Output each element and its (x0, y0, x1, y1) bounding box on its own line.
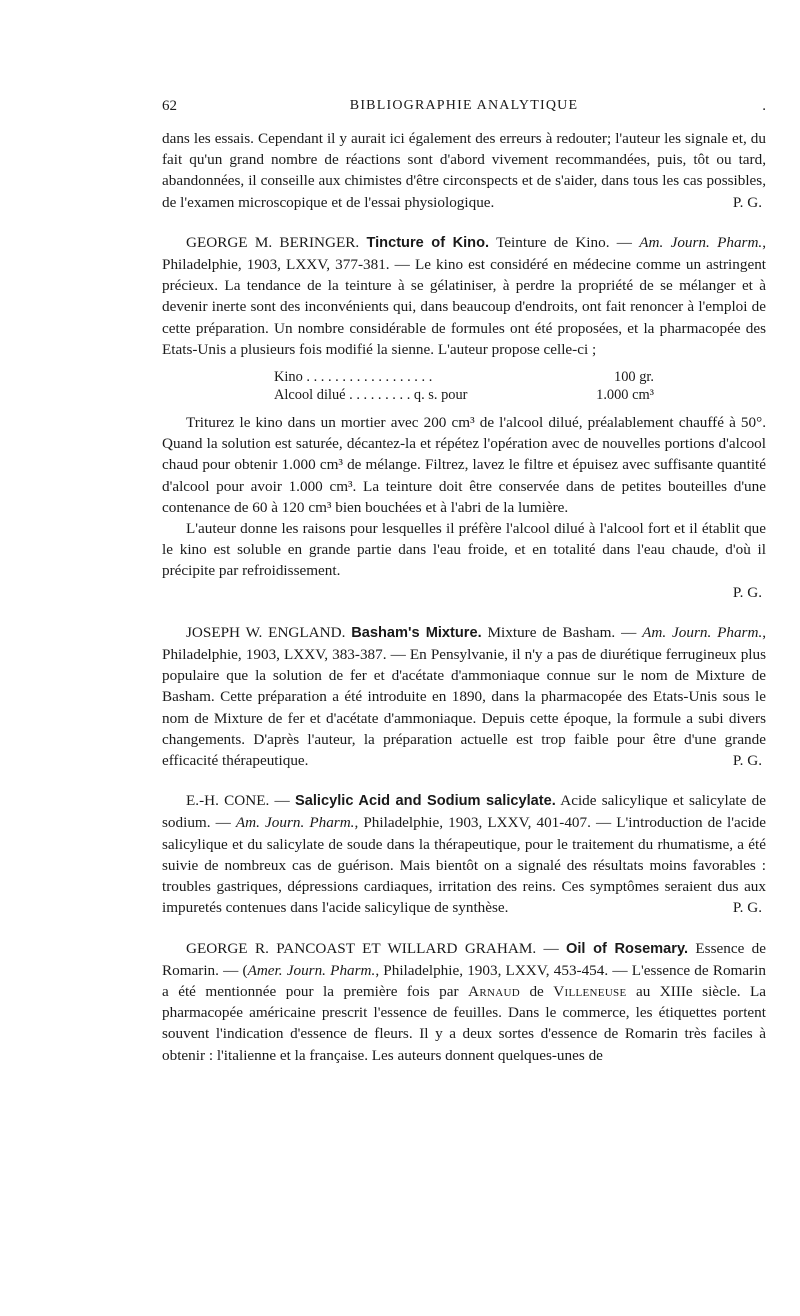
page-body (162, 128, 766, 1066)
entry1-journal: Am. Journ. Pharm. (639, 233, 763, 251)
header-mark: . (762, 98, 766, 114)
entry1-paragraph-3: L'auteur donne les raisons pour lesquelles il préfère l'alcool dilué à l'alcool fort et il établit que le kino est soluble en grande partie dans l'eau froide, et en totalité dans l'eau chaude, d'où il précipite par refroidissement. (162, 520, 766, 580)
entry3-title: Salicylic Acid and Sodium salicylate. (295, 793, 556, 810)
formula-quantity: 1.000 cm³ (596, 387, 654, 404)
formula-row (274, 368, 654, 386)
entry-pancoast-graham (162, 938, 766, 1066)
entry4-citation: , Philadelphie, 1903, LXXV, 453-454. — (375, 961, 628, 979)
entry3-author: E.-H. CONE. — (186, 792, 290, 810)
entry2-translation: Mixture de Basham. — (487, 623, 637, 641)
entry-england (162, 622, 766, 771)
entry3-translation: Acide salicylique et salicylate de sodium. — (162, 792, 766, 832)
entry4-author: GEORGE R. PANCOAST ET WILLARD GRAHAM. — (186, 939, 559, 957)
entry3-signature: P. G. (732, 899, 762, 917)
running-head: BIBLIOGRAPHIE ANALYTIQUE (349, 98, 579, 113)
entry1-signature: P. G. (732, 583, 762, 601)
entry1-text: Le kino est considéré en médecine comme un astringent précieux. La tendance de la teinture à se gélatiniser, à perdre la propriété de se mélanger et à devenir inerte sont des inconvénients qui, dans beaucoup d'endroits, ont fait renoncer à l'emploi de cette préparation. Un nombre considérable de formules ont été proposées, et la pharmacopée des Etats-Unis a plusieurs fois modifié la sienne. L'auteur propose celle-ci ; (162, 256, 767, 358)
entry3-journal: Am. Journ. Pharm. (235, 814, 355, 832)
entry-cone (162, 790, 766, 918)
entry2-author: JOSEPH W. ENGLAND. (186, 623, 346, 641)
entry1-author: GEORGE M. BERINGER. (186, 233, 360, 251)
entry4-name-villeneuse: Villeneuse (553, 982, 627, 1000)
entry4-name-arnaud: Arnaud (468, 982, 520, 1000)
entry4-text-b: de (529, 982, 544, 1000)
entry1-paragraph-2: Triturez le kino dans un mortier avec 200 cm³ de l'alcool dilué, préalablement chauffé à 50°. Quand la solution est saturée, décantez-la et répétez l'opération avec de nouvelles portions d'alcool chaud pour obtenir 1.000 cm³ de mélange. Filtrez, lavez le filtre et épuisez avec suffisante quantité d'alcool pour avoir 1.000 cm³. La teinture doit être conservée dans de petites bouteilles d'une contenance de 60 à 120 cm³ bien bouchées et à l'abri de la lumière. (162, 414, 766, 516)
entry2-journal: Am. Journ. Pharm. (642, 623, 763, 641)
formula-quantity: 100 gr. (614, 369, 654, 386)
formula-ingredient: Kino . . . . . . . . . . . . . . . . . . (274, 369, 433, 386)
entry4-journal: Amer. Journ. Pharm. (247, 961, 376, 979)
entry3-text: L'introduction de l'acide salicylique et du salicylate de soude dans la thérapeutique, pour le traitement du rhumatisme, a été suivie de nombreux cas de guérison. Mais bientôt on a signalé des résultats moins favorables : troubles gastriques, dépressions cardiaques, irritation des reins. Ces symptômes seraient dus aux impuretés contenues dans l'acide salicylique de synthèse. (162, 814, 767, 917)
entry1-citation: , Philadelphie, 1903, LXXV, 377-381. — (162, 233, 767, 274)
entry1-title: Tincture of Kino. (366, 234, 490, 251)
formula-row (274, 386, 654, 404)
entry1-translation: Teinture de Kino. — (496, 233, 632, 251)
entry2-text: En Pensylvanie, il n'y a pas de diurétique ferrugineux plus populaire que la solution de fer et d'acétate d'ammoniaque connue sur le nom de Mixture de Basham. Cette préparation a été introduite en 1890, dans la pharmacopée des Etats-Unis sous le nom de Mixture de fer et d'acétate d'ammoniaque. Depuis cette époque, la formule a subi divers changements. D'après l'auteur, la préparation actuelle est trop faible pour être d'une grande efficacité thérapeutique. (162, 646, 767, 770)
page-number: 62 (162, 98, 177, 114)
page-header (162, 98, 766, 120)
intro-text: dans les essais. Cependant il y aurait ici également des erreurs à redouter; l'auteur les signale et, du fait qu'un grand nombre de réactions sont d'abord vivement recommandées, puis, tôt ou tard, abandonnées, il conseille aux chimistes d'être circonspects et de s'aider, dans tous les cas possibles, de l'examen microscopique et de l'essai physiologique. (162, 130, 766, 211)
entry4-translation: Essence de Romarin. — ( (162, 939, 767, 979)
entry-beringer (162, 232, 766, 360)
formula-table (274, 368, 654, 404)
intro-signature: P. G. (732, 193, 762, 211)
intro-paragraph (162, 128, 766, 213)
entry2-signature: P. G. (732, 752, 762, 770)
entry2-citation: , Philadelphie, 1903, LXXV, 383-387. — (162, 623, 767, 664)
entry4-text-a: L'essence de Romarin a été mentionnée pour la première fois par (162, 961, 766, 1000)
entry4-title: Oil of Rosemary. (566, 940, 689, 957)
entry3-citation: , Philadelphie, 1903, LXXV, 401-407. — (354, 814, 612, 832)
entry4-text-c: au XIIIe siècle. La pharmacopée américaine prescrit l'essence de feuilles. Dans le commerce, les étiquettes portent souvent l'indication d'essence de fleurs. Il y a deux sortes d'essence de Romarin très faciles à obtenir : l'italienne et la française. Les auteurs donnent quelques-unes de (162, 982, 767, 1064)
formula-ingredient: Alcool dilué . . . . . . . . . q. s. pour (274, 387, 468, 404)
entry2-title: Basham's Mixture. (351, 624, 482, 641)
